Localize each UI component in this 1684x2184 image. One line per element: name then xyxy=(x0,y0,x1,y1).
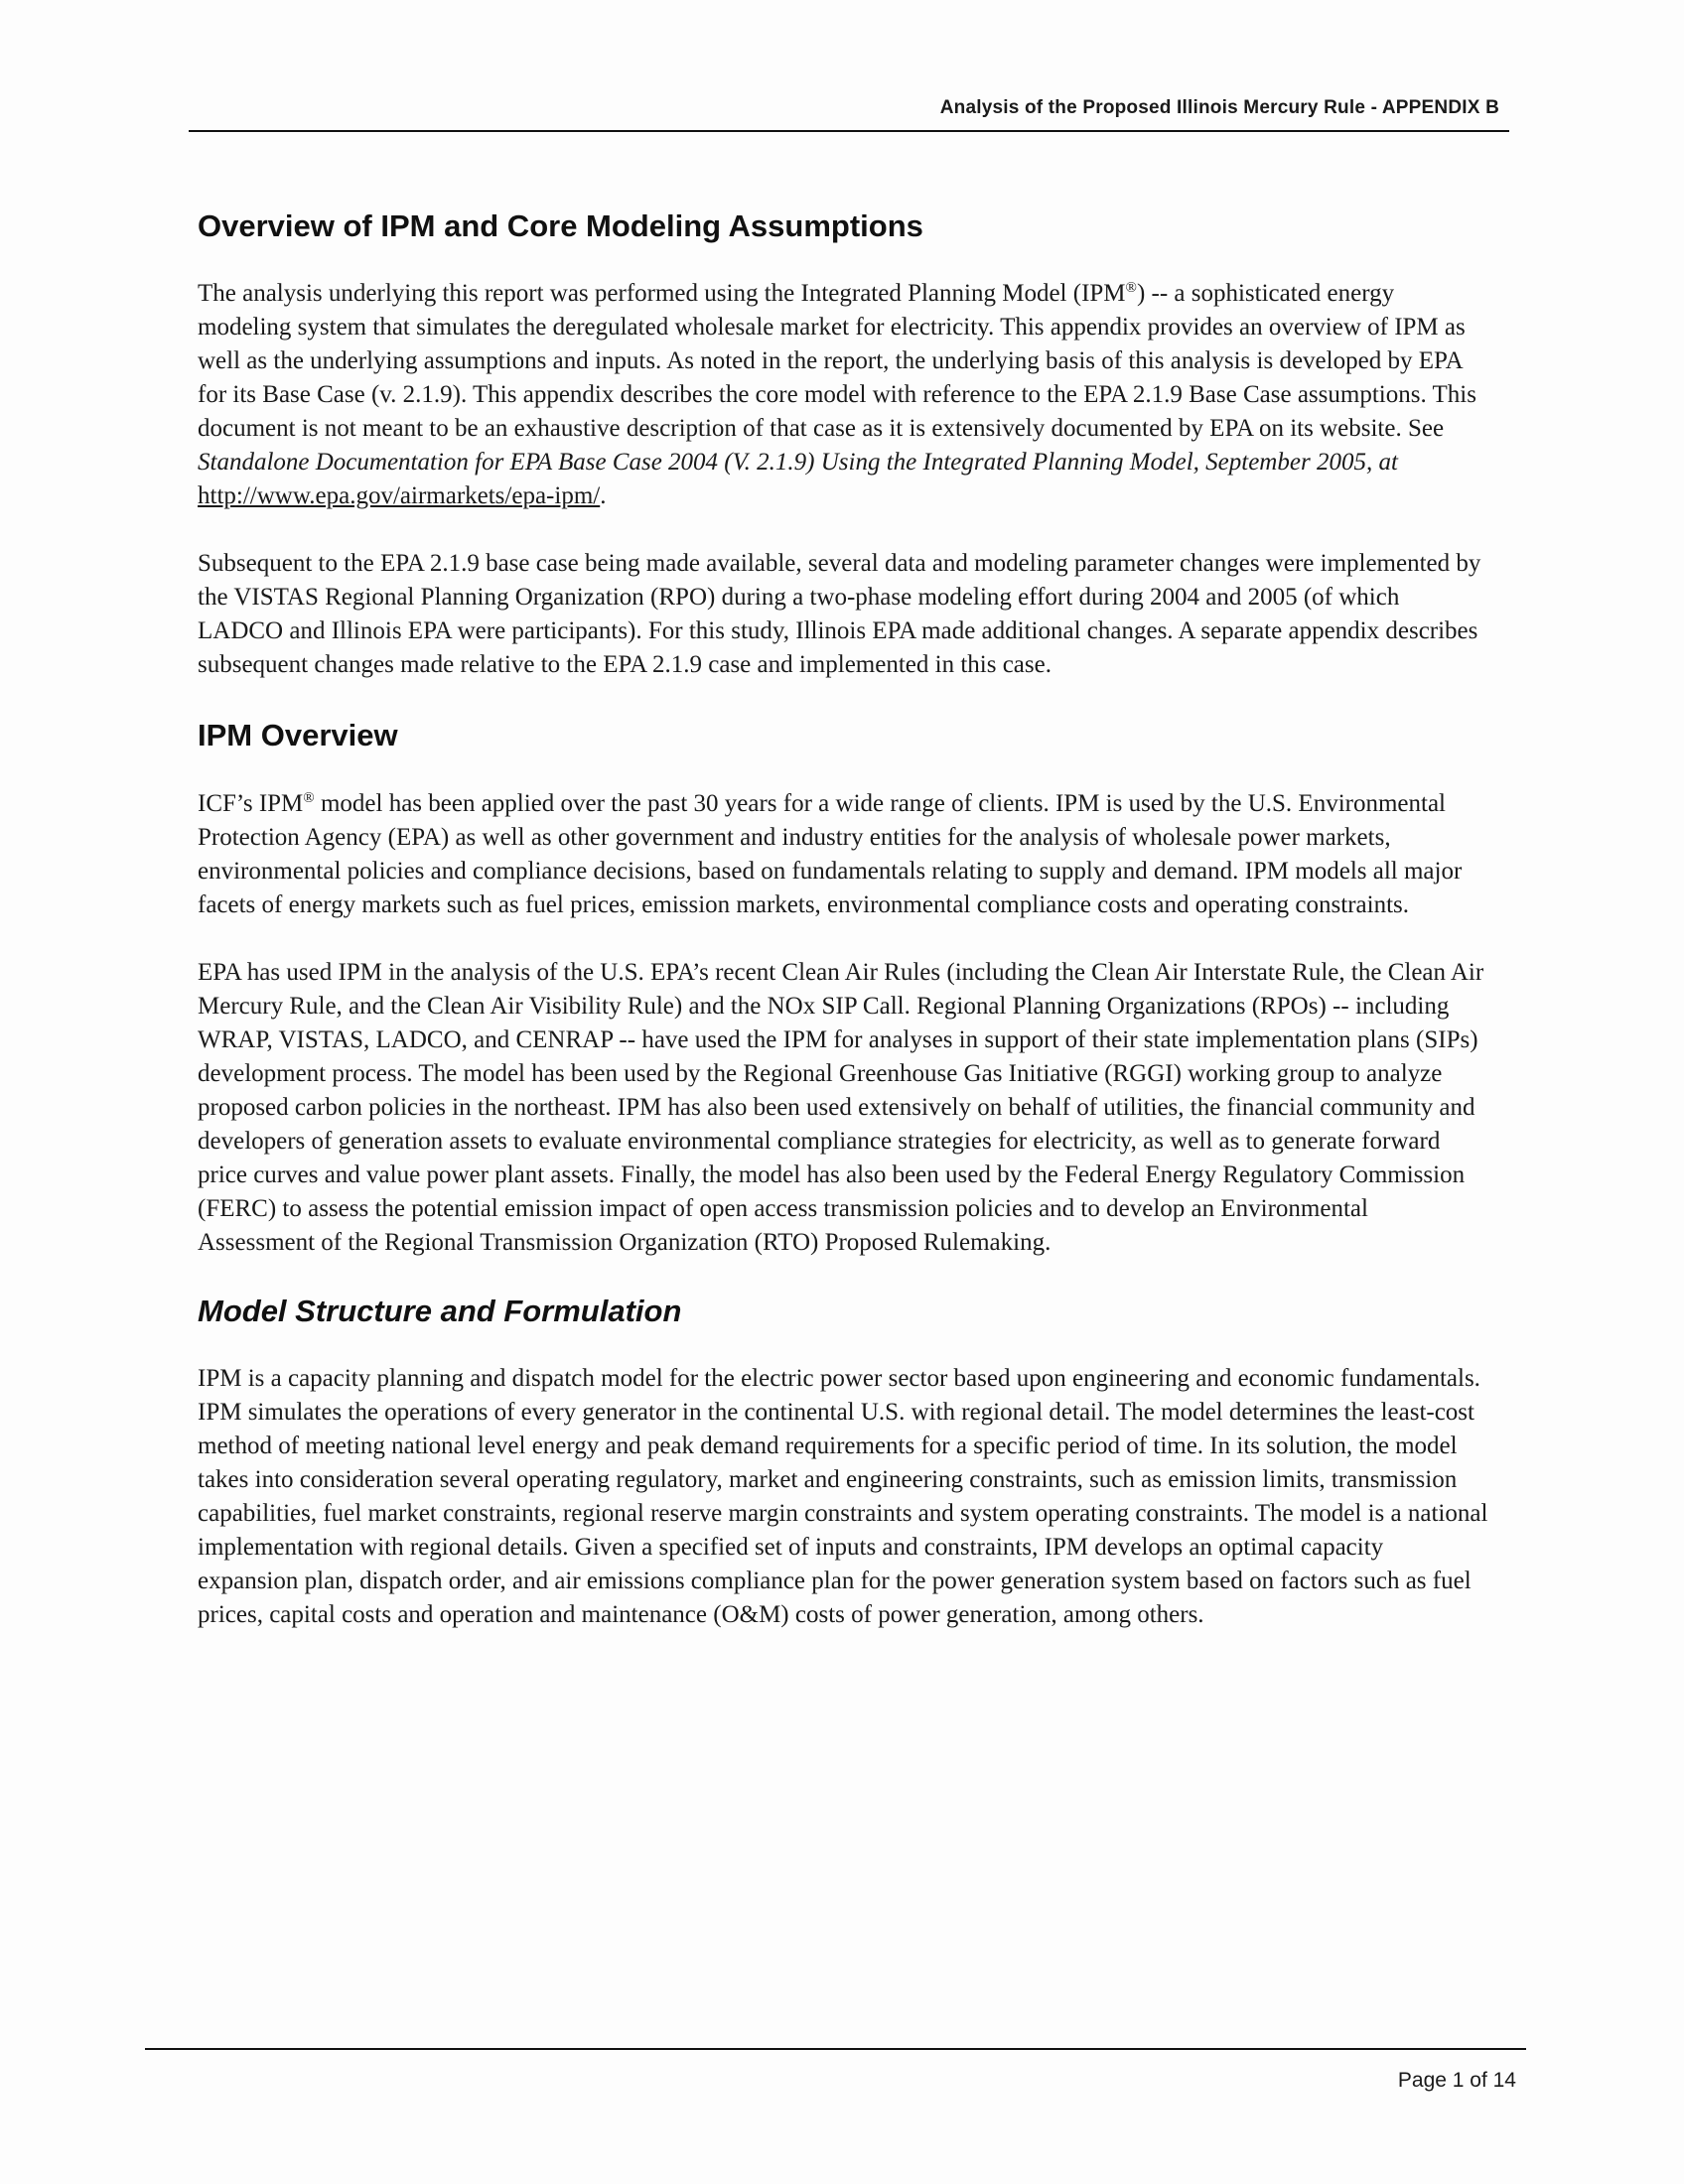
footer-divider xyxy=(145,2048,1526,2050)
registered-mark: ® xyxy=(303,790,315,806)
structure-paragraph-1: IPM is a capacity planning and dispatch model for the electric power sector based upon engineering and economic fundamentals. IPM simulates the operations of every generator in the continental U.S. with regional detail. The model determines the least-cost method of meeting national level energy and peak demand requirements for a specific period of time. In its solution, the model takes into consideration several operating regulatory, market and engineering constraints, such as emission limits, transmission capabilities, fuel market constraints, regional reserve margin constraints and system operating constraints. The model is a national implementation with regional details. Given a specified set of inputs and constraints, IPM develops an optimal capacity expansion plan, dispatch order, and air emissions compliance plan for the power generation system based on factors such as fuel prices, capital costs and operation and maintenance (O&M) costs of power generation, among others. xyxy=(198,1365,1488,1628)
main-title: Overview of IPM and Core Modeling Assumptions xyxy=(198,208,923,243)
overview-p1-text-b: model has been applied over the past 30 years for a wide range of clients. IPM is used by the U.S. Environmental Protection Agency (EPA) as well as other government and industry entities for the analysis of wholesale power markets, environmental policies and compliance decisions, based on fundamentals relating to supply and demand. IPM models all major facets of energy markets such as fuel prices, emission markets, environmental compliance costs and operating constraints. xyxy=(198,790,1463,918)
reference-citation: Standalone Documentation for EPA Base Case 2004 (V. 2.1.9) Using the Integrated Planning Model, September 2005, at xyxy=(198,449,1398,476)
model-structure-heading: Model Structure and Formulation xyxy=(198,1294,682,1328)
running-header: Analysis of the Proposed Illinois Mercury Rule - APPENDIX B xyxy=(939,97,1499,118)
epa-ipm-link[interactable]: http://www.epa.gov/airmarkets/epa-ipm/ xyxy=(198,482,601,509)
page-number: Page 1 of 14 xyxy=(1397,2069,1516,2092)
intro-p1-end: . xyxy=(600,482,607,509)
overview-p1-text-a: ICF’s IPM xyxy=(198,790,304,817)
document-body xyxy=(198,208,1488,1666)
intro-paragraph-1 xyxy=(198,277,1488,513)
ipm-overview-heading: IPM Overview xyxy=(198,718,398,752)
header-divider xyxy=(189,130,1509,132)
overview-paragraph-1 xyxy=(198,787,1488,922)
overview-paragraph-2: EPA has used IPM in the analysis of the U.S. EPA’s recent Clean Air Rules (including the Clean Air Interstate Rule, the Clean Air Mercury Rule, and the Clean Air Visibility Rule) and the NOx SIP Call. Regional Planning Organizations (RPOs) -- including WRAP, VISTAS, LADCO, and CENRAP -- have used the IPM for analyses in support of their state implementation plans (SIPs) development process. The model has been used by the Regional Greenhouse Gas Initiative (RGGI) working group to analyze proposed carbon policies in the northeast. IPM has also been used extensively on behalf of utilities, the financial community and developers of generation assets to evaluate environmental compliance strategies for electricity, as well as to generate forward price curves and value power plant assets. Finally, the model has also been used by the Federal Energy Regulatory Commission (FERC) to assess the potential emission impact of open access transmission policies and to develop an Environmental Assessment of the Regional Transmission Organization (RTO) Proposed Rulemaking. xyxy=(198,959,1484,1256)
intro-p1-text-b: ) -- a sophisticated energy modeling system that simulates the deregulated wholesale market for electricity. This appendix provides an overview of IPM as well as the underlying assumptions and inputs. As noted in the report, the underlying basis of this analysis is developed by EPA for its Base Case (v. 2.1.9). This appendix describes the core model with reference to the EPA 2.1.9 Base Case assumptions. This document is not meant to be an exhaustive description of that case as it is extensively documented by EPA on its website. See xyxy=(198,280,1476,442)
intro-p1-text-a: The analysis underlying this report was performed using the Integrated Planning Model (IPM xyxy=(198,280,1126,307)
intro-paragraph-2: Subsequent to the EPA 2.1.9 base case being made available, several data and modeling parameter changes were implemented by the VISTAS Regional Planning Organization (RPO) during a two-phase modeling effort during 2004 and 2005 (of which LADCO and Illinois EPA were participants). For this study, Illinois EPA made additional changes. A separate appendix describes subsequent changes made relative to the EPA 2.1.9 case and implemented in this case. xyxy=(198,550,1481,678)
registered-mark: ® xyxy=(1125,280,1137,296)
